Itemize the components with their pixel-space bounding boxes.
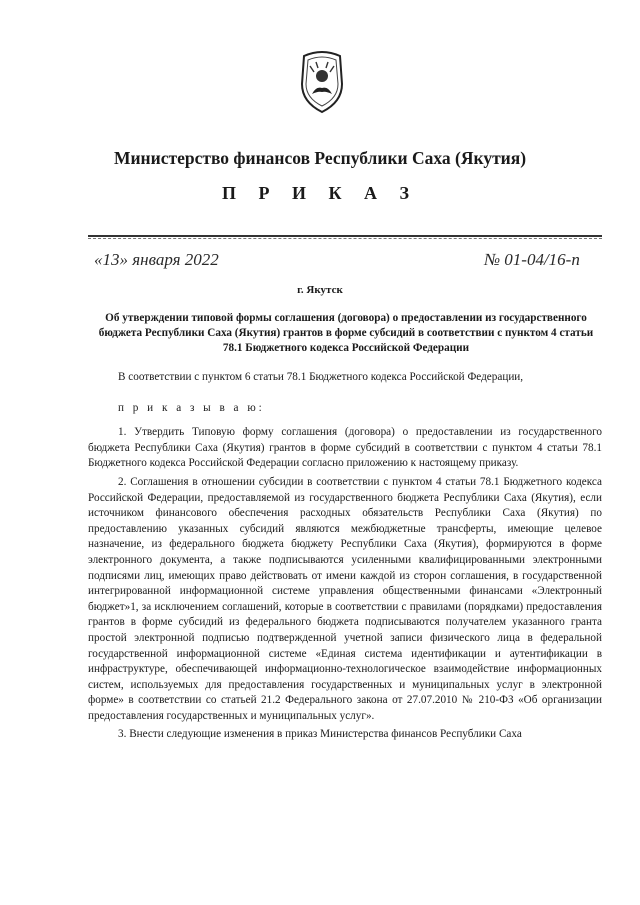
ministry-name: Министерство финансов Республики Саха (Якутия) (113, 148, 527, 168)
order-word: п р и к а з ы в а ю: (118, 401, 265, 414)
order-title: Об утверждении типовой формы соглашения (договора) о предоставлении из государственного бюджета Республики Саха (Якутия) грантов в форме субсидий в соответствии с пунктом 4 статьи 78.1 Бюджетного кодекса Российской Федерации (98, 312, 594, 354)
legal-basis: В соответствии с пунктом 6 статьи 78.1 Бюджетного кодекса Российской Федерации, (118, 371, 524, 383)
coat-of-arms-emblem (296, 50, 348, 114)
order-item-3: 3. Внести следующие изменения в приказ Министерства финансов Республики Саха (118, 728, 522, 741)
order-date: «13» января 2022 (94, 250, 219, 269)
document-type: П Р И К А З (221, 183, 419, 203)
order-body (88, 370, 602, 746)
order-number: № 01-04/16-п (484, 250, 580, 269)
city: г. Якутск (297, 284, 343, 296)
order-item-1: 1. Утвердить Типовую форму соглашения (договора) о предоставлении из государственного бюджета Республики Саха (Якутия) грантов в форме субсидий в соответствии с пунктом 4 статьи 78.1 Бюджетного кодекса Российской Федерации согласно приложению к настоящему приказу. (88, 426, 602, 470)
order-item-2: 2. Соглашения в отношении субсидии в соответствии с пунктом 4 статьи 78.1 Бюджетного кодекса Российской Федерации, предоставляемой из государственного бюджета Республики Саха (Якутия), если источником финансового обеспечения расходных обязательств Республики Саха (Якутия) по предоставлению указанных субсидий являются межбюджетные трансферты, имеющие целевое назначение, из федерального бюджета бюджету Республики Саха (Якутия), формируются в форме электронного документа, а также подписываются усиленными квалифицированными электронными подписями лиц, имеющих право действовать от имени каждой из сторон соглашения, в государственной интегрированной информационной системе управления общественными финансами «Электронный бюджет»1, за исключением соглашений, которые в соответствии с правилами (порядками) предоставления грантов в форме субсидий из федерального бюджета подписываются получателем указанного гранта простой электронной подписью подтвержденной учетной записи физического лица в федеральной государственной информационной системе «Единая система идентификации и аутентификации в инфраструктуре, обеспечивающей информационно-технологическое взаимодействие информационных систем, используемых для предоставления государственных и муниципальных услуг в электронной форме» в соответствии со статьей 21.2 Федерального закона от 27.07.2010 № 210-ФЗ «Об организации предоставления государственных и муниципальных услуг». (88, 475, 602, 722)
header-divider (88, 235, 602, 239)
